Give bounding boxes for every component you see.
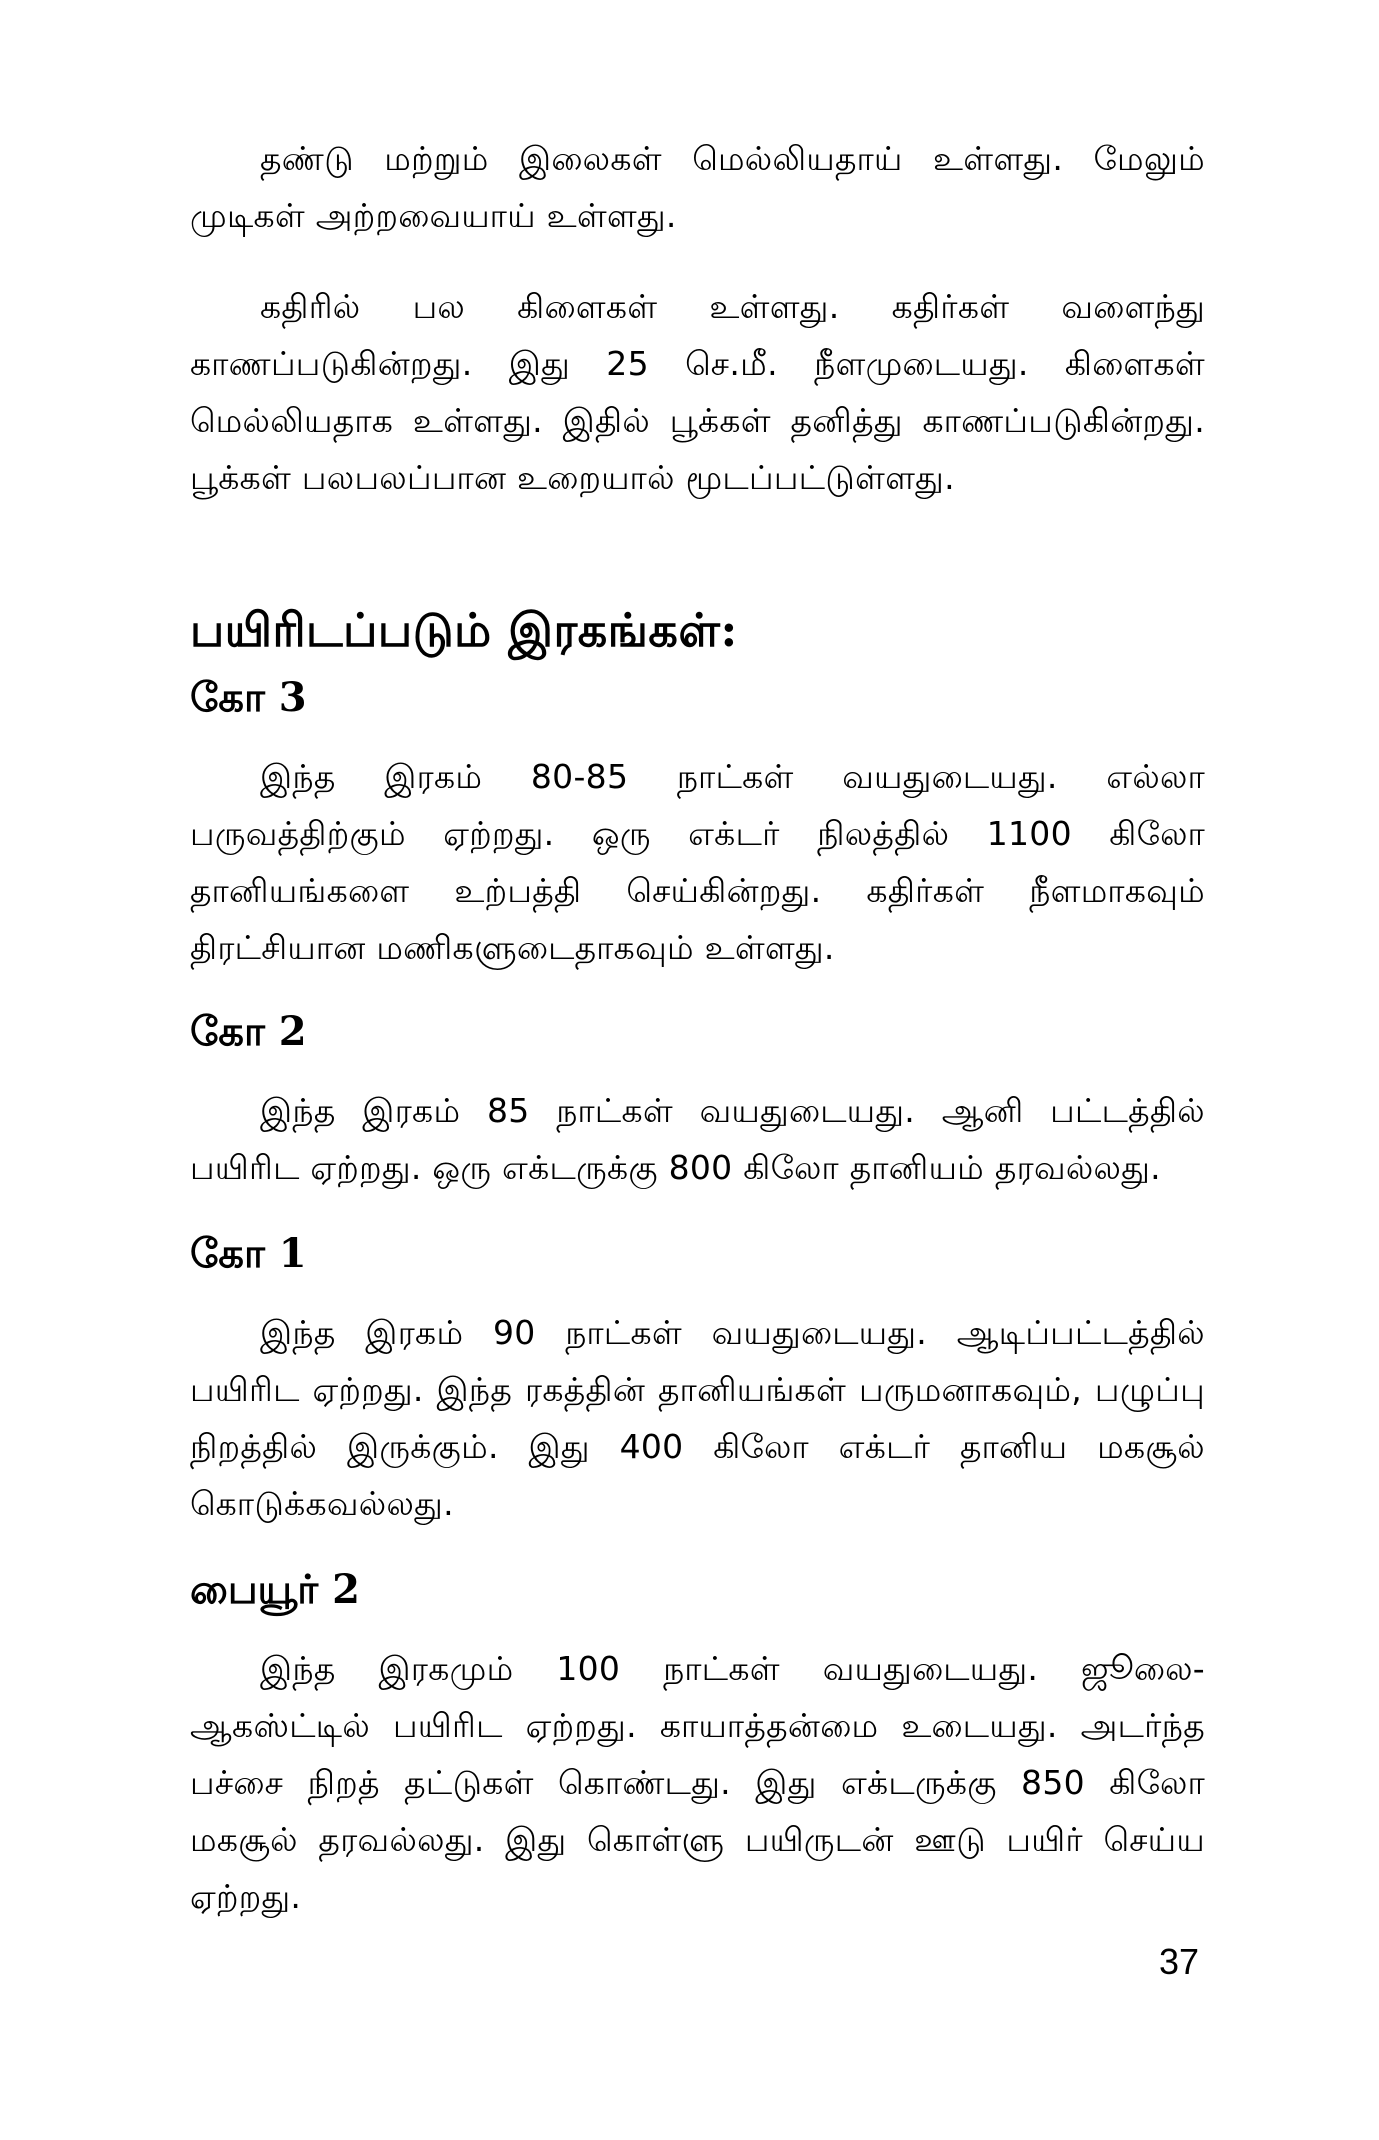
variety-description-co1: இந்த இரகம் 90 நாட்கள் வயதுடையது. ஆடிப்பட்டத்தில் பயிரிட ஏற்றது. இந்த ரகத்தின் தானியங்கள் பருமனாகவும், பழுப்பு நிறத்தில் இருக்கும். இது 400 கிலோ எக்டர் தானிய மகசூல் கொடுக்கவல்லது. bbox=[190, 1313, 1205, 1523]
variety-heading-co3: கோ 3 bbox=[190, 674, 307, 721]
paragraph-stem-leaves: தண்டு மற்றும் இலைகள் மெல்லியதாய் உள்ளது. மேலும் முடிகள் அற்றவையாய் உள்ளது. bbox=[190, 139, 1205, 235]
paragraph-panicle-description: கதிரில் பல கிளைகள் உள்ளது. கதிர்கள் வளைந்து காணப்படுகின்றது. இது 25 செ.மீ. நீளமுடையது. கிளைகள் மெல்லியதாக உள்ளது. இதில் பூக்கள் தனித்து காணப்படுகின்றது. பூக்கள் பலபலப்பான உறையால் மூடப்பட்டுள்ளது. bbox=[190, 287, 1205, 497]
variety-heading-co2: கோ 2 bbox=[190, 1008, 307, 1055]
variety-description-paiyur2: இந்த இரகமும் 100 நாட்கள் வயதுடையது. ஜூலை-ஆகஸ்ட்டில் பயிரிட ஏற்றது. காயாத்தன்மை உடையது. அடர்ந்த பச்சை நிறத் தட்டுகள் கொண்டது. இது எக்டருக்கு 850 கிலோ மகசூல் தரவல்லது. இது கொள்ளு பயிருடன் ஊடு பயிர் செய்ய ஏற்றது. bbox=[190, 1649, 1205, 1916]
variety-description-co2: இந்த இரகம் 85 நாட்கள் வயதுடையது. ஆனி பட்டத்தில் பயிரிட ஏற்றது. ஒரு எக்டருக்கு 800 கிலோ தானியம் தரவல்லது. bbox=[190, 1091, 1205, 1187]
variety-description-co3: இந்த இரகம் 80-85 நாட்கள் வயதுடையது. எல்லா பருவத்திற்கும் ஏற்றது. ஒரு எக்டர் நிலத்தில் 1100 கிலோ தானியங்களை உற்பத்தி செய்கின்றது. கதிர்கள் நீளமாகவும் திரட்சியான மணிகளுடைதாகவும் உள்ளது. bbox=[190, 757, 1205, 967]
variety-heading-co1: கோ 1 bbox=[190, 1230, 307, 1277]
section-heading-varieties: பயிரிடப்படும் இரகங்கள்: bbox=[190, 603, 738, 657]
page-number: 37 bbox=[1158, 1941, 1199, 1982]
variety-heading-paiyur2: பையூர் 2 bbox=[190, 1566, 360, 1613]
